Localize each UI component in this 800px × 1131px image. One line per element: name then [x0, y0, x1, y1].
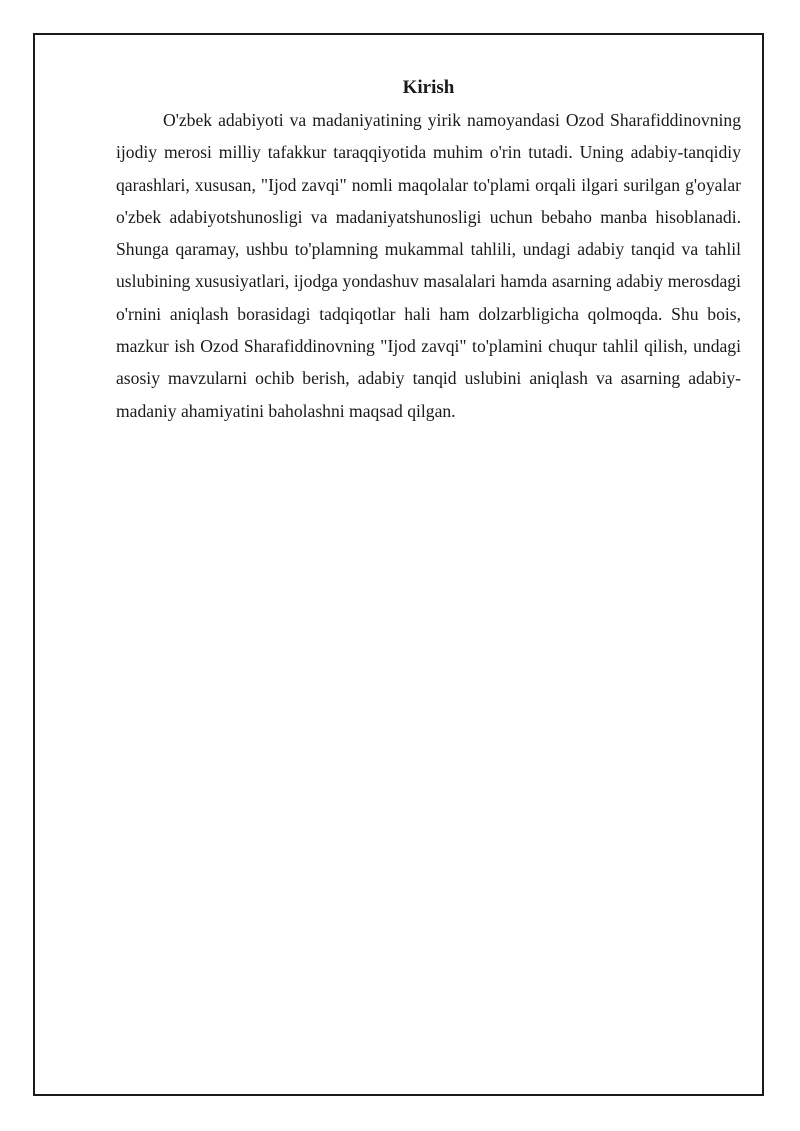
intro-paragraph: O'zbek adabiyoti va madaniyatining yirik namoyandasi Ozod Sharafiddinovning ijodiy merosi milliy tafakkur taraqqiyotida muhim o'rin tutadi. Uning adabiy-tanqidiy qarashlari, xususan, "Ijod zavqi" nomli maqolalar to'plami orqali ilgari surilgan g'oyalar o'zbek adabiyotshunosligi va madaniyatshunosligi uchun bebaho manba hisoblanadi. Shunga qaramay, ushbu to'plamning mukammal tahlili, undagi adabiy tanqid va tahlil uslubining xususiyatlari, ijodga yondashuv masalalari hamda asarning adabiy merosdagi o'rnini aniqlash borasidagi tadqiqotlar hali ham dolzarbligicha qolmoqda. Shu bois, mazkur ish Ozod Sharafiddinovning "Ijod zavqi" to'plamini chuqur tahlil qilish, undagi asosiy mavzularni ochib berish, adabiy tanqid uslubini aniqlash va asarning adabiy-madaniy ahamiyatini baholashni maqsad qilgan. [116, 110, 741, 421]
section-heading: Kirish [402, 77, 455, 98]
document-body [116, 74, 741, 427]
